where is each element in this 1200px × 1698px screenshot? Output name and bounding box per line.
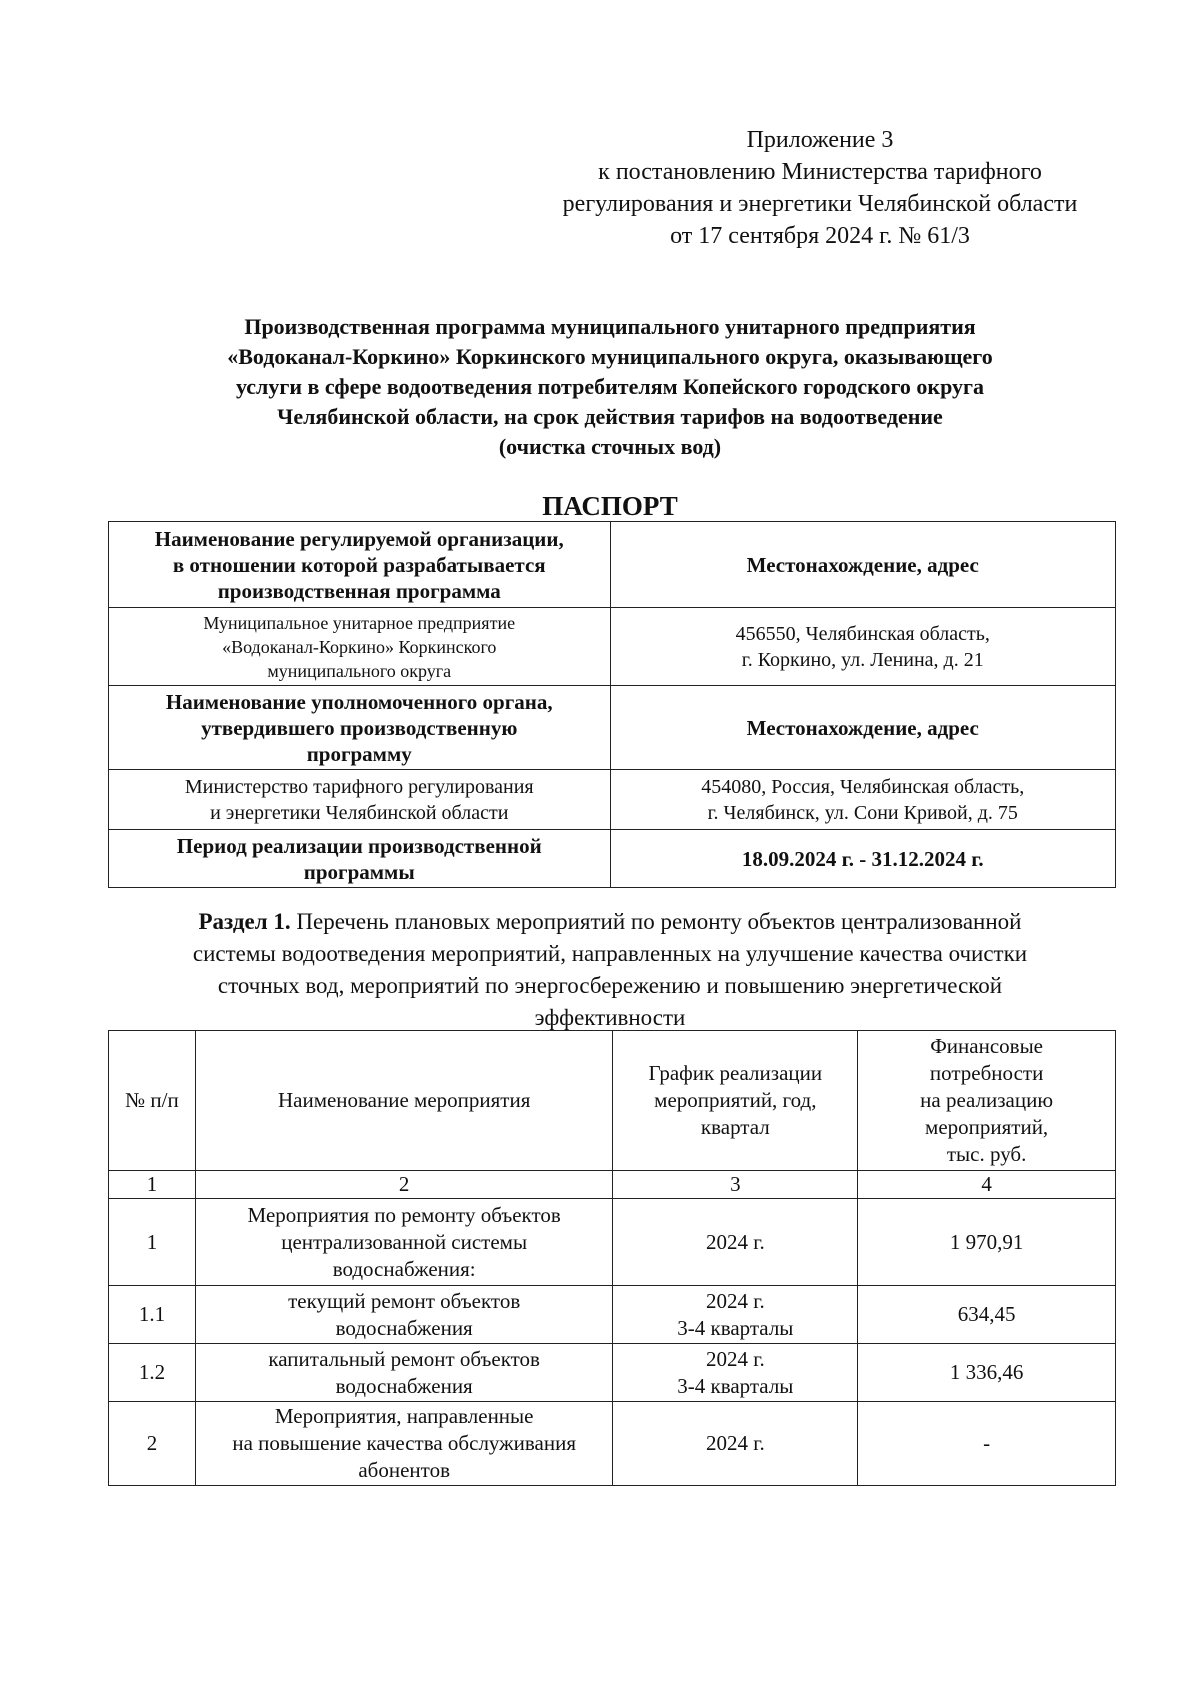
cell-line: и энергетики Челябинской области	[210, 801, 509, 824]
annex-line: Приложение 3	[746, 127, 894, 153]
row-schedule: 2024 г.	[613, 1402, 858, 1486]
cell-line: 2024 г.	[705, 1288, 765, 1313]
cell-line: Министерство тарифного регулирования	[184, 775, 534, 798]
passport-table	[108, 521, 1116, 888]
col-number: 4	[858, 1171, 1116, 1199]
section-line: сточных вод, мероприятий по энергосбережению и повышению энергетической	[217, 973, 1003, 998]
row-num: 2	[109, 1402, 196, 1486]
section-1-title	[100, 906, 1120, 1034]
cell-line: Наименование уполномоченного органа,	[165, 689, 553, 714]
title-line: услуги в сфере водоотведения потребителям Копейского городского округа	[235, 374, 985, 399]
row-num: 1	[109, 1199, 196, 1286]
cell-line: 456550, Челябинская область,	[735, 622, 990, 645]
cell-line: водоснабжения:	[332, 1256, 476, 1281]
period-value-cell: 18.09.2024 г. - 31.12.2024 г.	[610, 830, 1116, 888]
passport-row	[109, 522, 1116, 608]
section-line	[100, 906, 1120, 938]
col-number: 2	[195, 1171, 613, 1199]
cell-line: 3-4 кварталы	[677, 1373, 794, 1398]
annex-block	[520, 124, 1120, 252]
authority-header-cell	[109, 686, 611, 770]
header-num: № п/п	[109, 1031, 196, 1171]
annex-line: от 17 сентября 2024 г. № 61/3	[670, 223, 970, 249]
passport-row	[109, 686, 1116, 770]
cell-line: Наименование регулируемой организации,	[154, 526, 564, 551]
row-finance: 634,45	[858, 1286, 1116, 1344]
cell-line: 454080, Россия, Челябинская область,	[701, 775, 1025, 798]
cell-line: г. Челябинск, ул. Сони Кривой, д. 75	[707, 801, 1018, 824]
cell-line: на повышение качества обслуживания	[232, 1431, 576, 1455]
cell-line: г. Коркино, ул. Ленина, д. 21	[741, 648, 984, 671]
row-finance: 1 970,91	[858, 1199, 1116, 1286]
cell-line: тыс. руб.	[946, 1142, 1027, 1166]
annex-line: к постановлению Министерства тарифного	[598, 159, 1042, 185]
cell-line: Финансовые	[930, 1034, 1043, 1058]
cell-line: 3-4 кварталы	[677, 1315, 794, 1340]
passport-row	[109, 830, 1116, 888]
row-num: 1.1	[109, 1286, 196, 1344]
authority-location-header-cell: Местонахождение, адрес	[610, 686, 1116, 770]
cell-line: 2024 г.	[705, 1346, 765, 1371]
row-schedule	[613, 1286, 858, 1344]
org-address-cell	[610, 608, 1116, 686]
col-number: 1	[109, 1171, 196, 1199]
cell-line: на реализацию	[920, 1088, 1054, 1112]
annex-line: регулирования и энергетики Челябинской области	[562, 191, 1078, 217]
cell-line: муниципального округа	[267, 660, 452, 681]
row-schedule	[613, 1344, 858, 1402]
passport-row	[109, 608, 1116, 686]
row-name	[195, 1199, 613, 1286]
document-title	[100, 312, 1120, 462]
authority-address-cell	[610, 770, 1116, 830]
cell-line: централизованной системы	[281, 1229, 528, 1254]
section-line: системы водоотведения мероприятий, направленных на улучшение качества очистки	[192, 941, 1028, 966]
cell-line: программу	[306, 741, 412, 766]
row-num: 1.2	[109, 1344, 196, 1402]
cell-line: мероприятий, год,	[654, 1088, 817, 1112]
title-line: Челябинской области, на срок действия тарифов на водоотведение	[277, 404, 943, 429]
row-name	[195, 1402, 613, 1486]
cell-line: капитальный ремонт объектов	[268, 1346, 540, 1371]
measures-table	[108, 1030, 1116, 1486]
row-finance: 1 336,46	[858, 1344, 1116, 1402]
cell-line: «Водоканал-Коркино» Коркинского	[222, 636, 497, 657]
org-name-cell	[109, 608, 611, 686]
table-row	[109, 1344, 1116, 1402]
table-row	[109, 1402, 1116, 1486]
cell-line: водоснабжения	[335, 1315, 473, 1340]
cell-line: производственная программа	[217, 578, 501, 603]
title-line: (очистка сточных вод)	[498, 434, 722, 459]
cell-line: программы	[303, 859, 415, 884]
cell-line: водоснабжения	[335, 1373, 473, 1398]
section-label: Раздел 1.	[198, 909, 291, 934]
table-header-row	[109, 1031, 1116, 1171]
title-line: Производственная программа муниципального унитарного предприятия	[244, 314, 976, 339]
col-number: 3	[613, 1171, 858, 1199]
cell-line: Мероприятия по ремонту объектов	[247, 1202, 561, 1227]
section-line: эффективности	[534, 1005, 686, 1030]
cell-line: График реализации	[648, 1061, 823, 1085]
cell-line: квартал	[700, 1115, 770, 1139]
header-schedule	[613, 1031, 858, 1171]
cell-line: Муниципальное унитарное предприятие	[203, 612, 516, 633]
row-name	[195, 1286, 613, 1344]
cell-line: Мероприятия, направленные	[274, 1404, 534, 1428]
location-header-cell: Местонахождение, адрес	[610, 522, 1116, 608]
period-header-cell	[109, 830, 611, 888]
row-schedule: 2024 г.	[613, 1199, 858, 1286]
header-finance	[858, 1031, 1116, 1171]
cell-line: в отношении которой разрабатывается	[172, 552, 546, 577]
cell-line: утвердившего производственную	[201, 715, 518, 740]
row-name	[195, 1344, 613, 1402]
column-number-row	[109, 1171, 1116, 1199]
table-row	[109, 1286, 1116, 1344]
passport-row	[109, 770, 1116, 830]
cell-line: мероприятий,	[925, 1115, 1049, 1139]
cell-line: потребности	[929, 1061, 1044, 1085]
cell-line: Период реализации производственной	[176, 833, 542, 858]
section-text: Перечень плановых мероприятий по ремонту объектов централизованной	[290, 909, 1022, 934]
authority-name-cell	[109, 770, 611, 830]
org-header-cell	[109, 522, 611, 608]
cell-line: абонентов	[358, 1458, 450, 1482]
row-finance: -	[858, 1402, 1116, 1486]
header-name: Наименование мероприятия	[195, 1031, 613, 1171]
table-row	[109, 1199, 1116, 1286]
cell-line: текущий ремонт объектов	[288, 1288, 521, 1313]
passport-heading: ПАСПОРТ	[542, 491, 678, 521]
title-line: «Водоканал-Коркино» Коркинского муниципального округа, оказывающего	[227, 344, 993, 369]
